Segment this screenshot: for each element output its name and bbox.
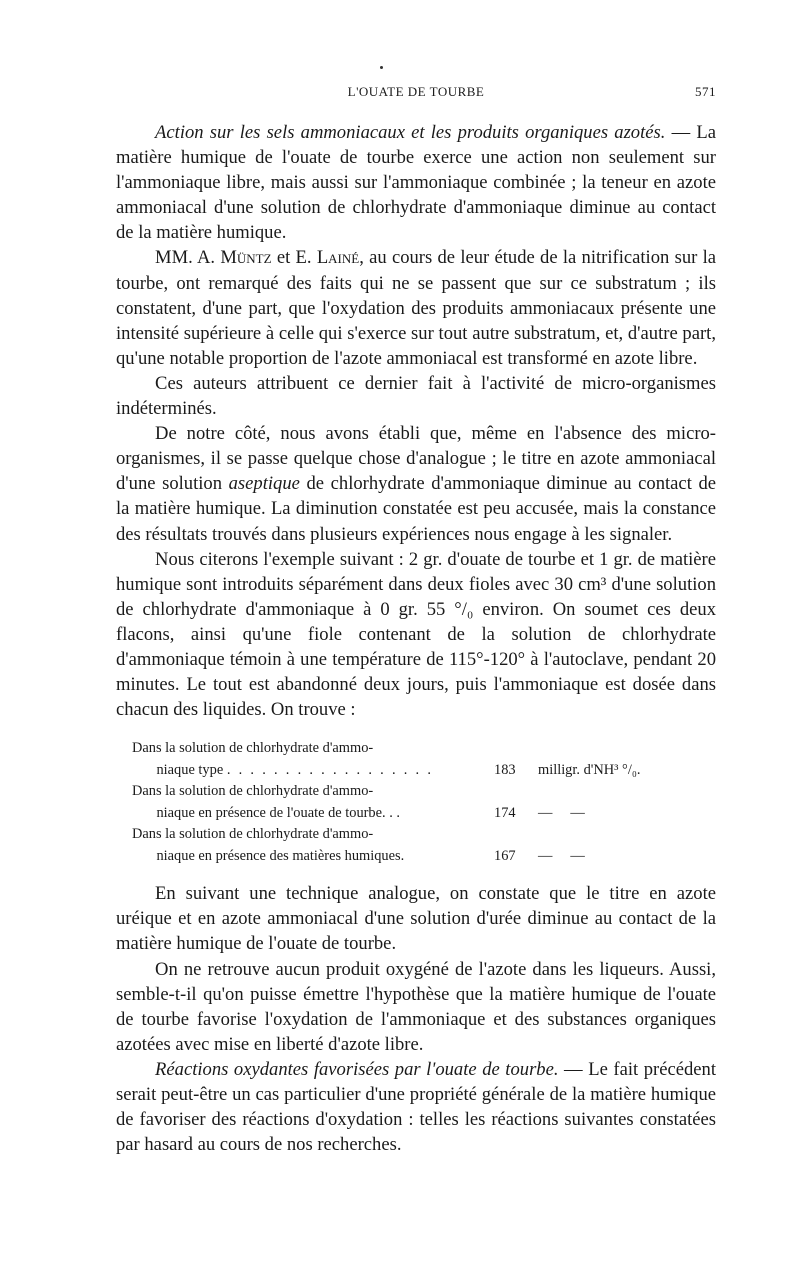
running-title: L'OUATE DE TOURBE: [347, 84, 485, 99]
table-row: [132, 824, 658, 867]
table-row: [132, 738, 658, 781]
paragraph-text: — Le fait précédent serait peut-être un cas particulier d'une propriété générale de la matière humique de favoriser des réactions d'oxydation : telles les réactions suivantes constatées par hasard au cours de nos recherches.: [116, 1058, 716, 1156]
authors-prefix: MM. A.: [155, 247, 221, 269]
page: [116, 58, 717, 1156]
paragraph-muntz-laine: [116, 245, 716, 370]
author-name-laine: Lainé: [316, 247, 360, 269]
paragraph-our-side: [116, 421, 716, 546]
paragraph-text: , au cours de leur étude de la nitrification sur la tourbe, ont remarqué des faits qui ne se passent que sur ce substratum ; ils constatent, d'une part, que l'oxydation des produits ammoniacaux présente une intensité supérieure à celle qui s'exerce sur tout autre substratum, et, d'autre part, qu'une notable proportion de l'azote ammoniacal est transformé en azote libre.: [116, 247, 717, 369]
result-value: 174: [494, 804, 516, 821]
author-name-muntz: Müntz: [220, 247, 272, 269]
dot-leader: . . . . . . . . . . . . . . . . . .: [226, 761, 434, 778]
paragraph-urea: En suivant une technique analogue, on constate que le titre en azote uréique et en azote ammoniacal d'une solution d'urée diminue au contact de la matière humique de l'ouate de tourbe.: [116, 883, 716, 955]
page-body: [116, 120, 716, 1157]
table-row: [132, 781, 658, 824]
authors-join: et E.: [271, 247, 317, 269]
section-title-oxidation: Réactions oxydantes favorisées par l'ouate de tourbe.: [155, 1058, 559, 1080]
paragraph-hypothesis: On ne retrouve aucun produit oxygéné de l'azote dans les liqueurs. Aussi, semble-t-il qu'on puisse émettre l'hypothèse que la matière humique de l'ouate de tourbe favorise l'oxydation de l'ammoniaque et des substances organiques azotées avec mise en liberté d'azote libre.: [116, 958, 716, 1055]
result-unit-ditto: — —: [538, 847, 585, 864]
result-label: Dans la solution de chlorhydrate d'ammo- niaque type . . . . . . . . . . . . . . . . . .: [132, 740, 434, 778]
paragraph-oxidation: [116, 1057, 716, 1157]
page-number: 571: [695, 84, 716, 99]
paragraph-text: — La matière humique de l'ouate de tourbe exerce une action non seulement sur l'ammoniaque libre, mais aussi sur l'ammoniaque combinée ; la teneur en azote ammoniacal d'une solution de chlorhydrate d'ammoniaque diminue au contact de la matière humique.: [116, 122, 717, 244]
result-label: Dans la solution de chlorhydrate d'ammo- niaque en présence de l'ouate de tourbe. . .: [132, 783, 400, 821]
section-title-action: Action sur les sels ammoniacaux et les produits organiques azotés.: [155, 122, 666, 143]
result-label: Dans la solution de chlorhydrate d'ammo- niaque en présence des matières humiques.: [132, 826, 405, 864]
paragraph-authors-attribute: Ces auteurs attribuent ce dernier fait à l'activité de micro-organismes indéterminés.: [116, 372, 716, 420]
results-table: [132, 738, 658, 867]
paragraph-text: de chlorhydrate d'ammoniaque diminue au contact de la matière humique. La diminution constatée est peu accusée, mais la constance des résultats trouvés dans plusieurs expériences nous engage à les signaler.: [116, 473, 717, 545]
page-header: [116, 58, 716, 99]
paragraph-text: De notre côté, nous avons établi que, même en l'absence des micro-organismes, il se passe quelque chose d'analogue ; le titre en azote ammoniacal d'une solution: [116, 423, 716, 495]
italic-aseptique: aseptique: [228, 473, 300, 495]
paragraph-example: Nous citerons l'exemple suivant : 2 gr. d'ouate de tourbe et 1 gr. de matière humique sont introduits séparément dans deux fioles avec 30 cm³ d'une solution de chlorhydrate d'ammoniaque à 0 gr. 55 °/₀ environ. On soumet ces deux flacons, ainsi qu'une fiole contenant de la solution de chlorhydrate d'ammoniaque témoin à une température de 115°-120° à l'autoclave, pendant 20 minutes. Le tout est abandonné deux jours, puis l'ammoniaque est dosée dans chacun des liquides. On trouve :: [116, 548, 716, 721]
result-value: 183: [494, 761, 516, 778]
result-unit: milligr. d'NH³ °/₀.: [538, 761, 641, 778]
paragraph-action-ammonium: [116, 120, 716, 245]
result-value: 167: [494, 847, 516, 864]
result-unit-ditto: — —: [538, 804, 585, 821]
